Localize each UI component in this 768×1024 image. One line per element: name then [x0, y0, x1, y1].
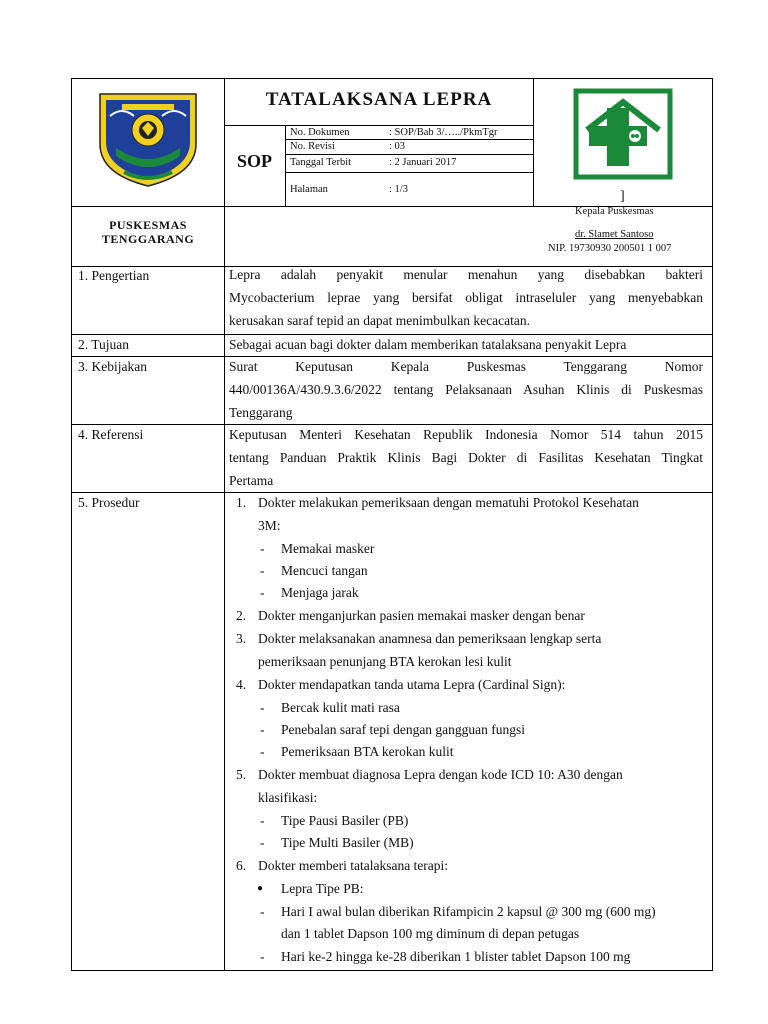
step-4-dash-1: - — [260, 700, 265, 715]
kabupaten-emblem-logo — [92, 86, 204, 190]
pengertian-line-2: Mycobacterium leprae yang bersifat obligat intraseluler yang menyebabkan — [229, 290, 703, 305]
step-6-number: 6. — [236, 858, 247, 873]
step-5-number: 5. — [236, 767, 247, 782]
meta-value-tanggal-terbit: : 2 Januari 2017 — [389, 157, 457, 168]
step-2-text: Dokter menganjurkan pasien memakai masker dengan benar — [258, 608, 585, 623]
section-label-prosedur: 5. Prosedur — [78, 495, 140, 510]
step-4-dash-3: - — [260, 744, 265, 759]
bracket-mark: ] — [620, 189, 625, 204]
table-border-left — [71, 78, 72, 971]
signature-title: Kepala Puskesmas — [575, 206, 654, 217]
org-name-line-2: TENGGARANG — [101, 232, 195, 246]
referensi-line-3: Pertama — [229, 473, 274, 488]
step-1-line-1: Dokter melakukan pemeriksaan dengan mematuhi Protokol Kesehatan — [258, 495, 639, 510]
step-6-dash-2: - — [260, 949, 265, 964]
step-1-dash-2: - — [260, 563, 265, 578]
step-6-bullet-icon: ● — [257, 883, 264, 894]
kebijakan-line-1: Surat Keputusan Kepala Puskesmas Tenggarang Nomor — [229, 359, 703, 374]
step-6-dash-1: - — [260, 904, 265, 919]
meta-label-halaman: Halaman — [290, 184, 328, 195]
step-1-sub-2: Mencuci tangan — [281, 563, 368, 578]
meta-underline-3 — [286, 172, 533, 173]
sop-divider — [285, 125, 286, 206]
referensi-line-2: tentang Panduan Praktik Klinis Bagi Dokter di Fasilitas Kesehatan Tingkat — [229, 450, 703, 465]
step-3-line-2: pemeriksaan penunjang BTA kerokan lesi kulit — [258, 654, 512, 669]
org-name-line-1: PUSKESMAS — [109, 218, 187, 232]
section-label-kebijakan: 3. Kebijakan — [78, 359, 147, 374]
meta-label-no-dokumen: No. Dokumen — [290, 127, 350, 138]
step-1-number: 1. — [236, 495, 247, 510]
meta-value-no-dokumen: : SOP/Bab 3/…../PkmTgr — [389, 127, 498, 138]
step-4-sub-2: Penebalan saraf tepi dengan gangguan fungsi — [281, 722, 526, 737]
pengertian-line-1: Lepra adalah penyakit menular menahun yang disebabkan bakteri — [229, 267, 703, 282]
step-3-line-1: Dokter melaksanakan anamnesa dan pemeriksaan lengkap serta — [258, 631, 602, 646]
section-label-tujuan: 2. Tujuan — [78, 337, 130, 352]
step-1-sub-1: Memakai masker — [281, 541, 375, 556]
step-1-dash-3: - — [260, 585, 265, 600]
meta-value-halaman: : 1/3 — [389, 184, 408, 195]
step-5-line-2: klasifikasi: — [258, 790, 318, 805]
body-col-line — [224, 266, 225, 971]
referensi-line-1: Keputusan Menteri Kesehatan Republik Indonesia Nomor 514 tahun 2015 — [229, 427, 703, 442]
step-4-text: Dokter mendapatkan tanda utama Lepra (Cardinal Sign): — [258, 677, 566, 692]
pengertian-line-3: kerusakan saraf tepid an dapat menimbulkan kecacatan. — [229, 313, 530, 328]
step-6-sub-1-line-1: Hari I awal bulan diberikan Rifampicin 2 kapsul @ 300 mg (600 mg) — [281, 904, 656, 919]
meta-label-tanggal-terbit: Tanggal Terbit — [290, 157, 352, 168]
section-label-pengertian: 1. Pengertian — [78, 268, 150, 283]
step-5-line-1: Dokter membuat diagnosa Lepra dengan kode ICD 10: A30 dengan — [258, 767, 623, 782]
step-4-sub-3: Pemeriksaan BTA kerokan kulit — [281, 744, 454, 759]
step-4-sub-1: Bercak kulit mati rasa — [281, 700, 400, 715]
step-4-number: 4. — [236, 677, 247, 692]
step-1-line-2: 3M: — [258, 518, 281, 533]
kebijakan-line-2: 440/00136A/430.9.3.6/2022 tentang Pelaksanaan Asuhan Klinis di Puskesmas — [229, 382, 703, 397]
step-6-bullet-text: Lepra Tipe PB: — [281, 881, 364, 896]
row-line-2 — [71, 334, 713, 335]
step-5-sub-1: Tipe Pausi Basiler (PB) — [281, 813, 409, 828]
step-6-text: Dokter memberi tatalaksana terapi: — [258, 858, 449, 873]
meta-underline-2 — [286, 154, 533, 155]
step-2-number: 2. — [236, 608, 247, 623]
sop-label: SOP — [236, 151, 272, 171]
step-1-dash-1: - — [260, 541, 265, 556]
step-5-dash-1: - — [260, 813, 265, 828]
step-5-dash-2: - — [260, 835, 265, 850]
document-title: TATALAKSANA LEPRA — [265, 89, 493, 110]
section-label-referensi: 4. Referensi — [78, 427, 144, 442]
table-border-right — [712, 78, 713, 971]
table-border-bottom — [71, 970, 713, 971]
kebijakan-line-3: Tenggarang — [229, 405, 293, 420]
meta-value-no-revisi: : 03 — [389, 141, 406, 152]
step-5-sub-2: Tipe Multi Basiler (MB) — [281, 835, 414, 850]
step-1-sub-3: Menjaga jarak — [281, 585, 359, 600]
signature-name: dr. Slamet Santoso — [575, 229, 654, 240]
tujuan-text: Sebagai acuan bagi dokter dalam memberikan tatalaksana penyakit Lepra — [229, 337, 627, 352]
meta-label-no-revisi: No. Revisi — [290, 141, 335, 152]
signature-nip: NIP. 19730930 200501 1 007 — [548, 243, 672, 254]
table-border-top — [71, 78, 713, 79]
step-4-dash-2: - — [260, 722, 265, 737]
step-6-sub-1-line-2: dan 1 tablet Dapson 100 mg diminum di depan petugas — [281, 926, 580, 941]
puskesmas-logo — [573, 88, 673, 180]
step-6-sub-2: Hari ke-2 hingga ke-28 diberikan 1 blister tablet Dapson 100 mg — [281, 949, 631, 964]
step-3-number: 3. — [236, 631, 247, 646]
